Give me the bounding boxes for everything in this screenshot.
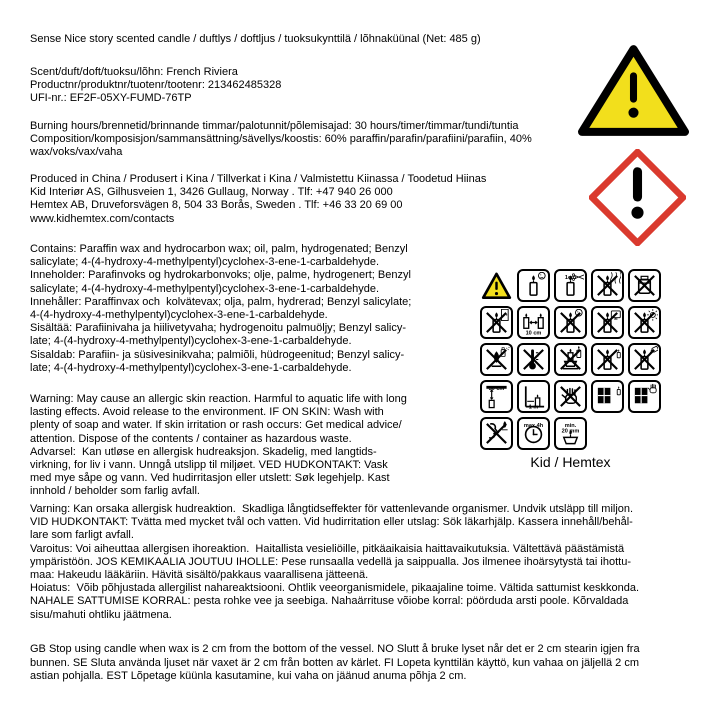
- contains-section: [30, 243, 411, 375]
- pictogram-row: [480, 306, 661, 339]
- do-not-touch-hot-candle-pictogram: [554, 380, 587, 413]
- text-line: www.kidhemtex.com/contacts: [30, 212, 175, 225]
- product-title: [30, 33, 481, 46]
- text-line: salicylate; 4-(4-hydroxy-4-methylpentyl)cyclohex-3-ene-1-carbaldehyde.: [30, 282, 380, 295]
- burn-candle-upright-pictogram: [591, 343, 624, 376]
- text-line: med mye såpe og vann. Ved hudirritasjon eller utslett: Søk legehjelp. Kast: [30, 472, 390, 485]
- text-line: maa: Hakeudu lääkäriin. Hävitä sisältö/pakkaus vaarallisena jätteenä.: [30, 569, 369, 582]
- safety-pictogram-grid: [480, 269, 661, 454]
- general-warning-pictogram: [480, 269, 513, 302]
- ghs07-exclamation-icon: [589, 149, 686, 246]
- text-line: attention. Dispose of the contents / container as hazardous waste.: [30, 432, 352, 445]
- text-line: astian pohjalla. EST Lõpetage küünla kasutamine, kui vaha on jäänud anuma põhja 2 cm.: [30, 670, 467, 683]
- pictogram-row: [480, 417, 661, 450]
- warning-section-en-no: [30, 393, 407, 499]
- do-not-leave-burning-candle-in-room-pictogram: [480, 306, 513, 339]
- burn-max-4-hours-pictogram: [517, 417, 550, 450]
- extinguish-at-night-pictogram: [591, 380, 624, 413]
- warning-triangle-icon: [577, 44, 690, 137]
- text-line: bunnen. SE Sluta använda ljuset när vaxet är 2 cm från botten av kärlet. FI Lopeta kynttilän käyttö, kun vahaa on jäljellä 2 cm: [30, 656, 640, 669]
- text-line: Scent/duft/doft/tuoksu/lõhn: French Riviera: [30, 66, 238, 78]
- text-line: wax/voks/vax/vaha: [30, 146, 123, 159]
- text-line: innhold / beholder som farlig avfall.: [30, 485, 200, 498]
- svg-text:30 cm: 30 cm: [488, 385, 505, 392]
- pictogram-row: [480, 380, 661, 413]
- producer-info: [30, 173, 486, 226]
- keep-away-from-heat-sources-pictogram: [517, 343, 550, 376]
- always-use-candle-holder-pictogram: [554, 343, 587, 376]
- min-wax-level-pictogram: [554, 417, 587, 450]
- text-line: Burning hours/brennetid/brinnande timmar/palotunnit/põlemisajad: 30 hours/timer/timmar/tundi/tuntia: [30, 120, 519, 132]
- text-line: Hemtex AB, Druveforsvägen 8, 504 33 Borås, Sweden . Tlf: +46 33 20 69 00: [30, 199, 403, 212]
- text-line: Innehåller: Paraffinvax och kolvätevax; olja, palm, hydrerad; Benzyl salicylate;: [30, 295, 412, 308]
- svg-text:1cm: 1cm: [564, 274, 577, 281]
- text-line: Kid Interiør AS, Gilhusveien 1, 3426 Gullaug, Norway . Tlf: +47 940 26 000: [30, 186, 393, 199]
- text-line: Contains: Paraffin wax and hydrocarbon wax; oil, palm, hydrogenated; Benzyl: [30, 243, 408, 255]
- text-line: Productnr/produktnr/tuotenr/tootenr: 213462485328: [30, 79, 282, 92]
- keep-away-from-drafts-pictogram: [591, 269, 624, 302]
- keep-away-from-tv-and-electronics-pictogram: [591, 306, 624, 339]
- no-spray-near-flame-pictogram: [480, 343, 513, 376]
- text-line: virkning, for liv i vann. Unngå utslipp til miljøet. VED HUDKONTAKT: Vask: [30, 459, 388, 472]
- text-line: Varning: Kan orsaka allergisk hudreaktion. Skadliga långtidseffekter för vattenlevande organismer. Undvik utsläpp till miljon.: [30, 503, 634, 515]
- placement-distance-pictogram: [517, 380, 550, 413]
- text-line: Sisaldab: Parafiin- ja süsivesinikvaha; palmiõli, hüdrogeenitud; Benzyl salicy-: [30, 348, 405, 361]
- keep-away-from-children-pictogram: [554, 306, 587, 339]
- keep-away-from-heat-and-sun-pictogram: [628, 306, 661, 339]
- text-line: VID HUDKONTAKT: Tvätta med mycket tvål och vatten. Vid hudirritation eller utslag: Sök läkarhjälp. Kassera innehåll/behål-: [30, 516, 633, 529]
- keep-candles-apart-pictogram: [517, 306, 550, 339]
- do-not-extinguish-with-water-pictogram: [628, 343, 661, 376]
- text-line: Varoitus: Voi aiheuttaa allergisen ihoreaktion. Haitallista vesieliöille, pitkäaikaisia haittavaikutuksia. Vältettävä päästämistä: [30, 542, 625, 555]
- text-line: ympäristöön. JOS KEMIKAALIA JOUTUU IHOLLE: Pese runsaalla vedellä ja saippualla. Jos ilmenee ihoärsytystä tai ihottu-: [30, 555, 631, 568]
- keep-distance-below-surfaces-pictogram: [480, 380, 513, 413]
- text-line: Inneholder: Parafinvoks og hydrokarbonvoks; olje, palme, hydrogenert; Benzyl: [30, 269, 411, 282]
- text-line: NAHALE SATTUMISE KORRAL: pesta rohke vee ja seebiga. Nahaärrituse võiobe korral: pöörduda arsti poole. Kõrvaldada: [30, 595, 629, 608]
- never-leave-candle-unattended-pictogram: [517, 269, 550, 302]
- text-line: salicylate; 4-(4-hydroxy-4-methylpentyl)cyclohex-3-ene-1-carbaldehyde.: [30, 256, 380, 269]
- text-line: 4-(4-hydroxy-4-methylpentyl)cyclohex-3-ene-1-carbaldehyde.: [30, 309, 328, 322]
- extinguish-before-leaving-pictogram: [628, 380, 661, 413]
- pictogram-row: [480, 269, 661, 302]
- text-line: lare som farligt avfall.: [30, 529, 134, 542]
- svg-text:1 m: 1 m: [528, 404, 539, 410]
- text-line: sisu/mahuti ohtliku jäätmena.: [30, 608, 172, 621]
- do-not-inhale-fumes-pictogram: [480, 417, 513, 450]
- svg-text:min.: min.: [564, 422, 577, 429]
- brand-caption: Kid / Hemtex: [530, 454, 611, 470]
- text-line: Produced in China / Produsert i Kina / Tillverkat i Kina / Valmistettu Kiinassa / Toodetud Hiinas: [30, 173, 487, 185]
- trim-wick-pictogram: [554, 269, 587, 302]
- warning-section-se-fi-est: [30, 503, 639, 622]
- svg-text:10 cm: 10 cm: [525, 330, 542, 336]
- text-line: Advarsel: Kan utløse en allergisk hudreaksjon. Skadelig, med langtids-: [30, 445, 377, 458]
- no-foreign-objects-in-wax-pictogram: [628, 269, 661, 302]
- text-line: late; 4-(4-hydroxy-4-methylpentyl)cyclohex-3-ene-1-carbaldehyde.: [30, 361, 352, 374]
- text-line: late; 4-(4-hydroxy-4-methylpentyl)cyclohex-3-ene-1-carbaldehyde.: [30, 335, 352, 348]
- text-line: lasting effects. Avoid release to the environment. IF ON SKIN: Wash with: [30, 406, 384, 419]
- text-line: Sense Nice story scented candle / duftlys / doftljus / tuoksukynttilä / lõhnaküünal (Net: 485 g): [30, 33, 481, 45]
- svg-text:20 mm: 20 mm: [561, 428, 580, 435]
- text-line: Composition/komposisjon/sammansättning/sävellys/koostis: 60% paraffin/parafin/parafiini/parafiin, 40%: [30, 133, 532, 146]
- text-line: Warning: May cause an allergic skin reaction. Harmful to aquatic life with long: [30, 393, 407, 405]
- text-line: Hoiatus: Võib põhjustada allergilist nahareaktsiooni. Ohtlik veeorganismidele, pikaajaline toime. Vältida sattumist keskkonda.: [30, 582, 639, 595]
- pictogram-row: [480, 343, 661, 376]
- burning-info: [30, 120, 532, 160]
- text-line: GB Stop using candle when wax is 2 cm from the bottom of the vessel. NO Slutt å bruke lyset når det er 2 cm stearin igjen fra: [30, 643, 640, 655]
- usage-instructions: [30, 643, 640, 684]
- text-line: UFI-nr.: EF2F-05XY-FUMD-76TP: [30, 92, 192, 105]
- svg-text:max 4h: max 4h: [523, 422, 544, 429]
- text-line: plenty of soap and water. If skin irritation or rash occurs: Get medical advice/: [30, 419, 402, 432]
- text-line: Sisältää: Parafiinivaha ja hiilivetyvaha; hydrogenoitu palmuöljy; Benzyl salicy-: [30, 322, 407, 335]
- product-info: [30, 66, 281, 106]
